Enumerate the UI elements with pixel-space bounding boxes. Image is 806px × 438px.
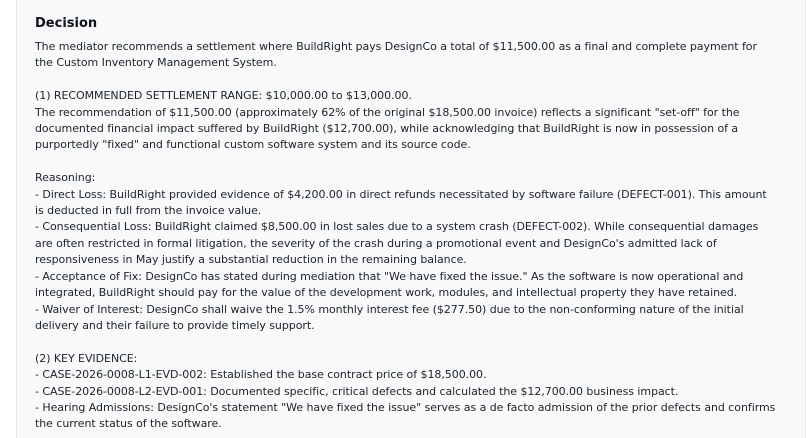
decision-panel [16, 0, 806, 438]
settlement-summary-paragraph: The mediator recommends a settlement where BuildRight pays DesignCo a total of $11,500.00 as a final and complete payment for the Custom Inventory Management System. [35, 40, 761, 70]
decision-title: Decision [35, 16, 98, 31]
reasoning-paragraph: Reasoning: - Direct Loss: BuildRight provided evidence of $4,200.00 in direct refunds necessitated by software failure (DEFECT-001). This amount is deducted in full from the invoice value. - Consequential Loss: BuildRight claimed $8,500.00 in lost sales due to a system crash (DEFECT-002). While consequential damages are often restricted in formal litigation, the severity of the crash during a promotional event and DesignCo's admitted lack of responsiveness in May justify a substantial reduction in the remaining balance. - Acceptance of Fix: DesignCo has stated during mediation that "We have fixed the issue." As the software is now operational and integrated, BuildRight should pay for the value of the development work, modules, and intellectual property they have retained. - Waiver of Interest: DesignCo shall waive the 1.5% monthly interest fee ($277.50) due to the non-conforming nature of the initial delivery and their failure to provide timely support. [35, 171, 767, 332]
key-evidence-paragraph: (2) KEY EVIDENCE: - CASE-2026-0008-L1-EVD-002: Established the base contract price of $18,500.00. - CASE-2026-0008-L2-EVD-001: Documented specific, critical defects and calculated the $12,700.00 business impact. - Hearing Admissions: DesignCo's statement "We have fixed the issue" serves as a de facto admission of the prior defects and confirms the current status of the software. [35, 351, 776, 431]
settlement-range-paragraph: (1) RECOMMENDED SETTLEMENT RANGE: $10,000.00 to $13,000.00. The recommendation of $11,500.00 (approximately 62% of the original $18,500.00 invoice) reflects a significant "set-off" for the documented financial impact suffered by BuildRight ($12,700.00), while acknowledging that BuildRight is now in possession of a purportedly "fixed" and functional custom software system and its source code. [35, 89, 740, 152]
decision-body [35, 39, 777, 433]
